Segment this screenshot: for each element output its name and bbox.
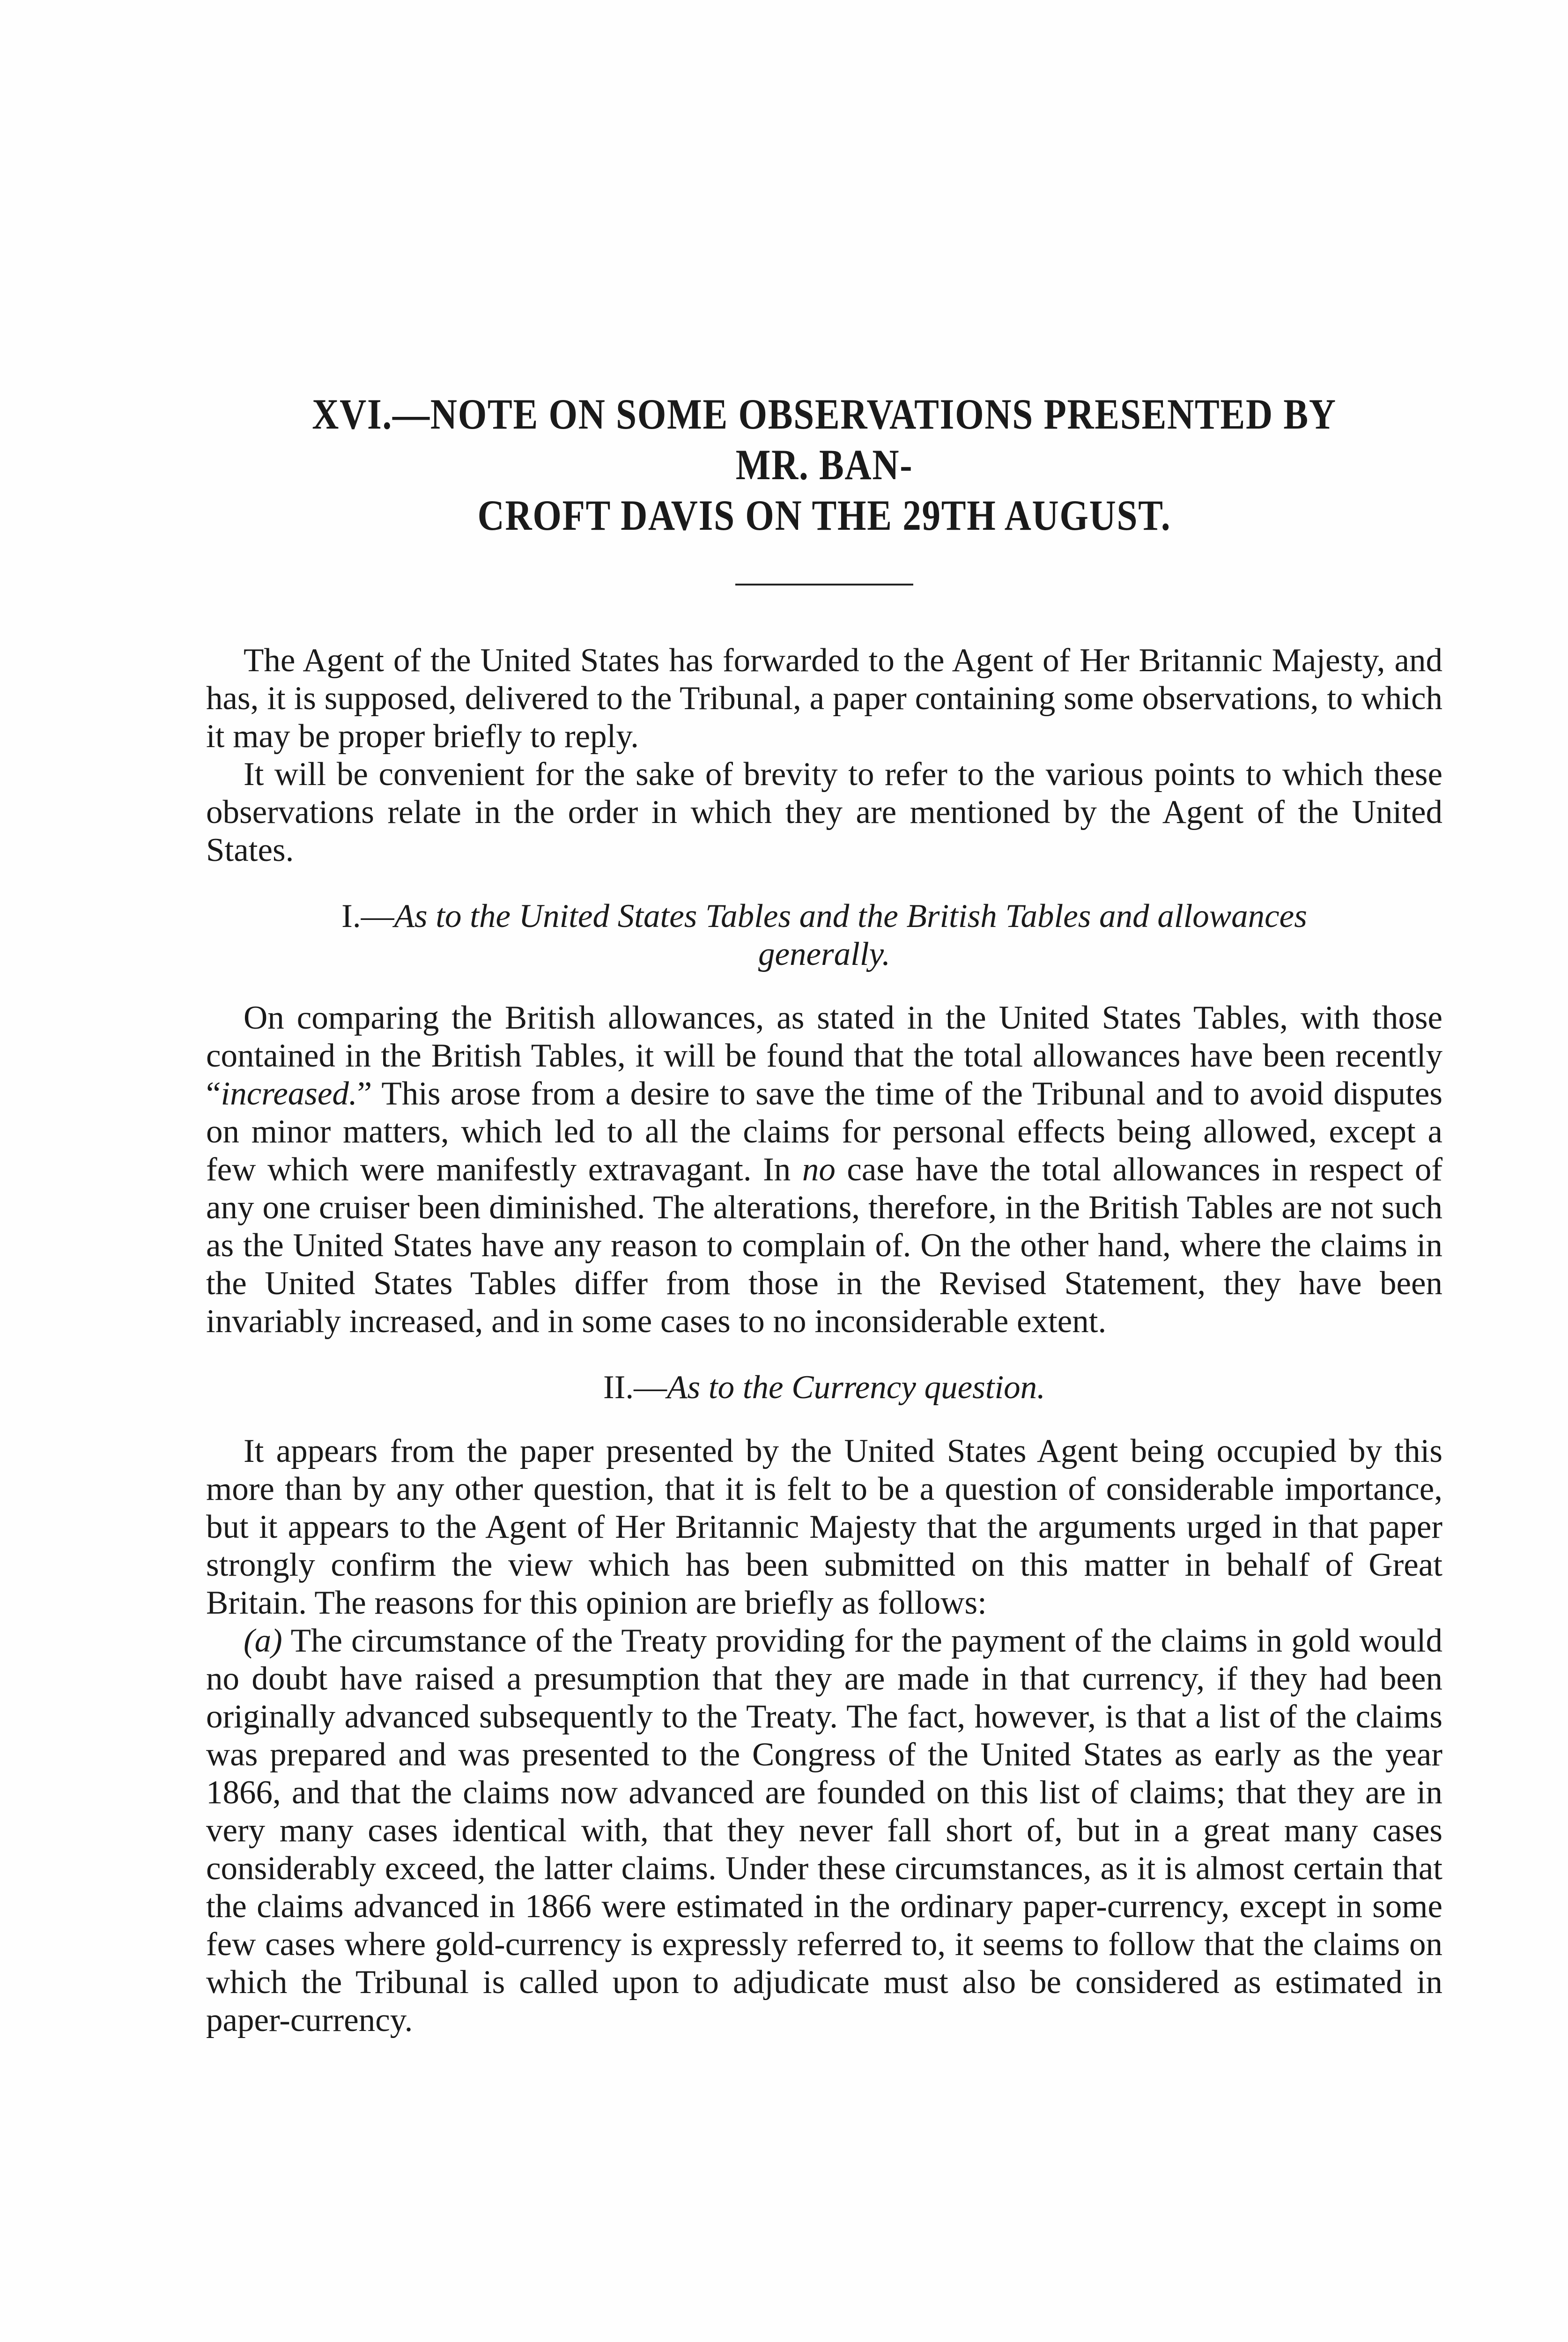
- section-1-heading-line-2: generally.: [758, 936, 890, 972]
- section-1-heading-line-1: As to the United States Tables and the British Tables and allowances: [394, 898, 1307, 934]
- section-2-heading-text: As to the Currency question.: [667, 1369, 1045, 1406]
- title-line-1: XVI.—NOTE ON SOME OBSERVATIONS PRESENTED BY MR. BAN-: [312, 390, 1337, 489]
- section-1-numeral: I.—: [341, 898, 394, 934]
- section-1-emphasis-increased: increased.: [221, 1075, 357, 1112]
- title-line-2: CROFT DAVIS ON THE 29TH AUGUST.: [477, 491, 1171, 539]
- section-1-heading: [206, 897, 1442, 973]
- section-2-item-text: The circumstance of the Treaty providing for the payment of the claims in gold would no doubt have raised a presumption that they are made in that currency, if they had been originally advanced subsequently to the Treaty. The fact, however, is that a list of the claims was prepared and was presented to the Congress of the United States as early as the year 1866, and that the claims now advanced are founded on this list of claims; that they are in very many cases identical with, that they never fall short of, but in a great many cases considerably exceed, the latter claims. Under these circumstances, as it is almost certain that the claims advanced in 1866 were estimated in the ordinary paper-currency, except in some few cases where gold-currency is expressly referred to, it seems to follow that the claims on which the Tribunal is called upon to adjudicate must also be considered as estimated in paper-currency.: [206, 1623, 1442, 2038]
- section-2-item-label: (a): [244, 1623, 282, 1659]
- section-2-paragraph-1: It appears from the paper presented by the United States Agent being occupied by this more than by any other question, that it is felt to be a question of considerable importance, but it appears to the Agent of Her Britannic Majesty that the arguments urged in that paper strongly confirm the view which has been submitted on this matter in behalf of Great Britain. The reasons for this opinion are briefly as follows:: [206, 1433, 1442, 1621]
- intro-paragraph-2: It will be convenient for the sake of brevity to refer to the various points to which these observations relate in the order in which they are mentioned by the Agent of the United States.: [206, 756, 1442, 868]
- section-1-emphasis-no: no: [802, 1151, 836, 1188]
- title-rule: [735, 584, 913, 586]
- section-2-paragraph-2: [206, 1622, 1442, 2039]
- section-1-paragraph: [206, 999, 1442, 1341]
- document-page: [206, 389, 1442, 2039]
- intro-paragraph-1: The Agent of the United States has forwarded to the Agent of Her Britannic Majesty, and has, it is supposed, delivered to the Tribunal, a paper containing some observations, to which it may be proper briefly to reply.: [206, 642, 1442, 755]
- section-2-numeral: II.—: [603, 1369, 667, 1406]
- section-1-text-c: case have the total allowances in respect of any one cruiser been diminished. The alterations, therefore, in the British Tables are not such as the United States have any reason to complain of. On the other hand, where the claims in the United States Tables differ from those in the Revised Statement, they have been invariably increased, and in some cases to no inconsiderable extent.: [206, 1151, 1442, 1340]
- section-1-text-b: ” This arose from a desire to save the time of the Tribunal and to avoid disputes on minor matters, which led to all the claims for personal effects being allowed, except a few which were manifestly extravagant. In: [206, 1075, 1442, 1188]
- section-2-heading: [206, 1369, 1442, 1407]
- page-title: [293, 389, 1356, 541]
- section-1-text-a: On comparing the British allowances, as stated in the United States Tables, with those contained in the British Tables, it will be found that the total allowances have been recently “: [206, 1000, 1442, 1112]
